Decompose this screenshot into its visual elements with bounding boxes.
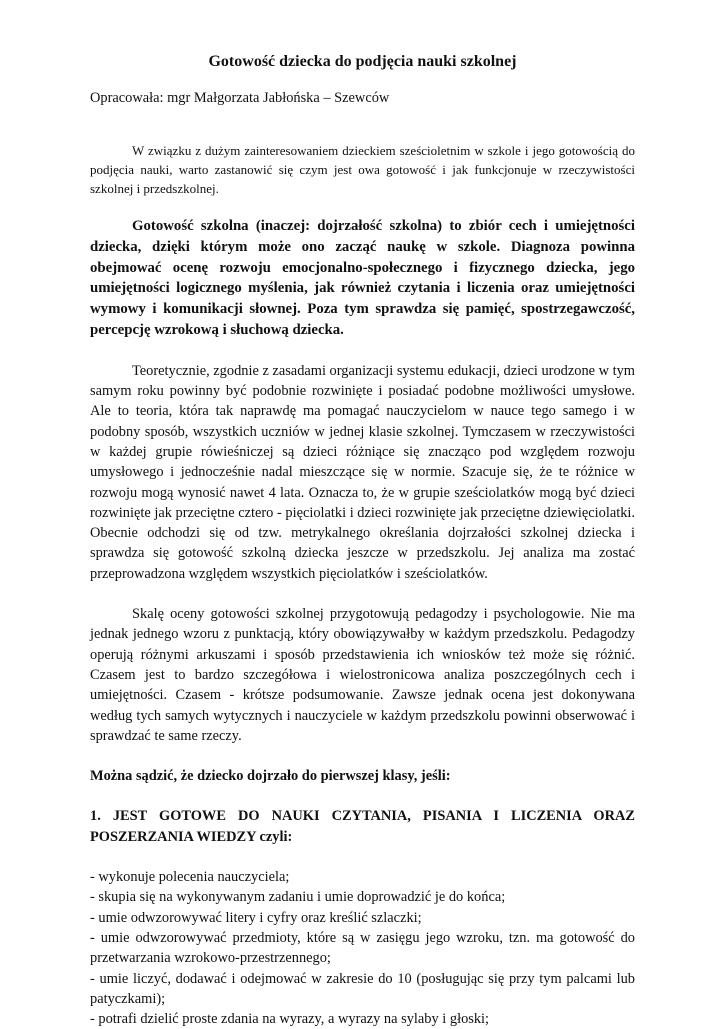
list-item: - wykonuje polecenia nauczyciela;	[90, 869, 290, 886]
list-item: - potrafi dzielić proste zdania na wyrazy, a wyrazy na sylaby i głoski;	[90, 1011, 490, 1028]
author-line: Opracowała: mgr Małgorzata Jabłońska – Szewców	[90, 90, 390, 106]
theory-paragraph: Teoretycznie, zgodnie z zasadami organizacji systemu edukacji, dzieci urodzone w tym samym roku powinny być podobnie rozwinięte i posiadać podobne możliwości umysłowe. Ale to teoria, która tak naprawdę ma pomagać nauczycielom w nauce tego samego i w podobny sposób, wszystkich uczniów w jednej klasie szkolnej. Tymczasem w rzeczywistości w każdej grupie rówieśniczej są dzieci różniące się znacząco pod względem rozwoju umysłowego i jednocześnie nadal mieszczące się w normie. Szacuje się, że te różnice w rozwoju mogą wynosić nawet 4 lata. Oznacza to, że w grupie sześciolatków mogą być dzieci rozwinięte jak przeciętne cztero - pięciolatki i dzieci rozwinięte jak przeciętne dziewięciolatki. Obecnie odchodzi się od tzw. metrykalnego określania dojrzałości szkolnej dziecka i sprawdza się gotowość szkolną dziecka jeszcze w przedszkolu. Jej analiza ma zostać przeprowadzona względem wszystkich pięciolatków i sześciolatków.	[90, 362, 635, 582]
definition-paragraph: Gotowość szkolna (inaczej: dojrzałość szkolna) to zbiór cech i umiejętności dziecka, dzięki którym może ono zacząć naukę w szkole. Diagnoza powinna obejmować ocenę rozwoju emocjonalno-społecznego i fizycznego dziecka, jego umiejętności logicznego myślenia, jak również czytania i liczenia oraz umiejętności wymowy i komunikacji słownej. Poza tym sprawdza się pamięć, spostrzegawczość, percepcję wzrokową i słuchową dziecka.	[90, 218, 635, 338]
intro-paragraph: W związku z dużym zainteresowaniem dzieckiem sześcioletnim w szkole i jego gotowością do podjęcia nauki, warto zastanowić się czym jest owa gotowość i jak funkcjonuje w rzeczywistości szkolnej i przedszkolnej.	[90, 143, 635, 196]
list-item: - umie odwzorowywać litery i cyfry oraz kreślić szlaczki;	[90, 909, 422, 926]
section1-heading: 1. JEST GOTOWE DO NAUKI CZYTANIA, PISANIA I LICZENIA ORAZ POSZERZANIA WIEDZY czyli:	[90, 808, 635, 845]
list-item: - skupia się na wykonywanym zadaniu i umie doprowadzić je do końca;	[90, 889, 506, 906]
scale-paragraph: Skalę oceny gotowości szkolnej przygotowują pedagodzy i psychologowie. Nie ma jednak jednego wzoru z punktacją, który obowiązywałby w każdym przedszkolu. Pedagodzy operują różnymi arkuszami i sposób przedstawienia ich wniosków też może się różnić. Czasem jest to bardzo szczegółowa i wielostronicowa analiza poszczególnych cech i umiejętności. Czasem - krótsze podsumowanie. Zawsze jednak ocena jest dokonywana według tych samych wytycznych i nauczyciele w każdym przedszkolu powinni obserwować i sprawdzać te same rzeczy.	[90, 606, 635, 744]
section1-list	[90, 867, 635, 1029]
document-title: Gotowość dziecka do podjęcia nauki szkolnej	[208, 53, 517, 70]
conclusion-heading: Można sądzić, że dziecko dojrzało do pierwszej klasy, jeśli:	[90, 768, 451, 785]
list-item: - umie odwzorowywać przedmioty, które są w zasięgu jego wzroku, tzn. ma gotowość do przetwarzania wzrokowo-przestrzennego;	[90, 929, 635, 967]
list-item: - umie liczyć, dodawać i odejmować w zakresie do 10 (posługując się przy tym palcami lub patyczkami);	[90, 970, 635, 1007]
